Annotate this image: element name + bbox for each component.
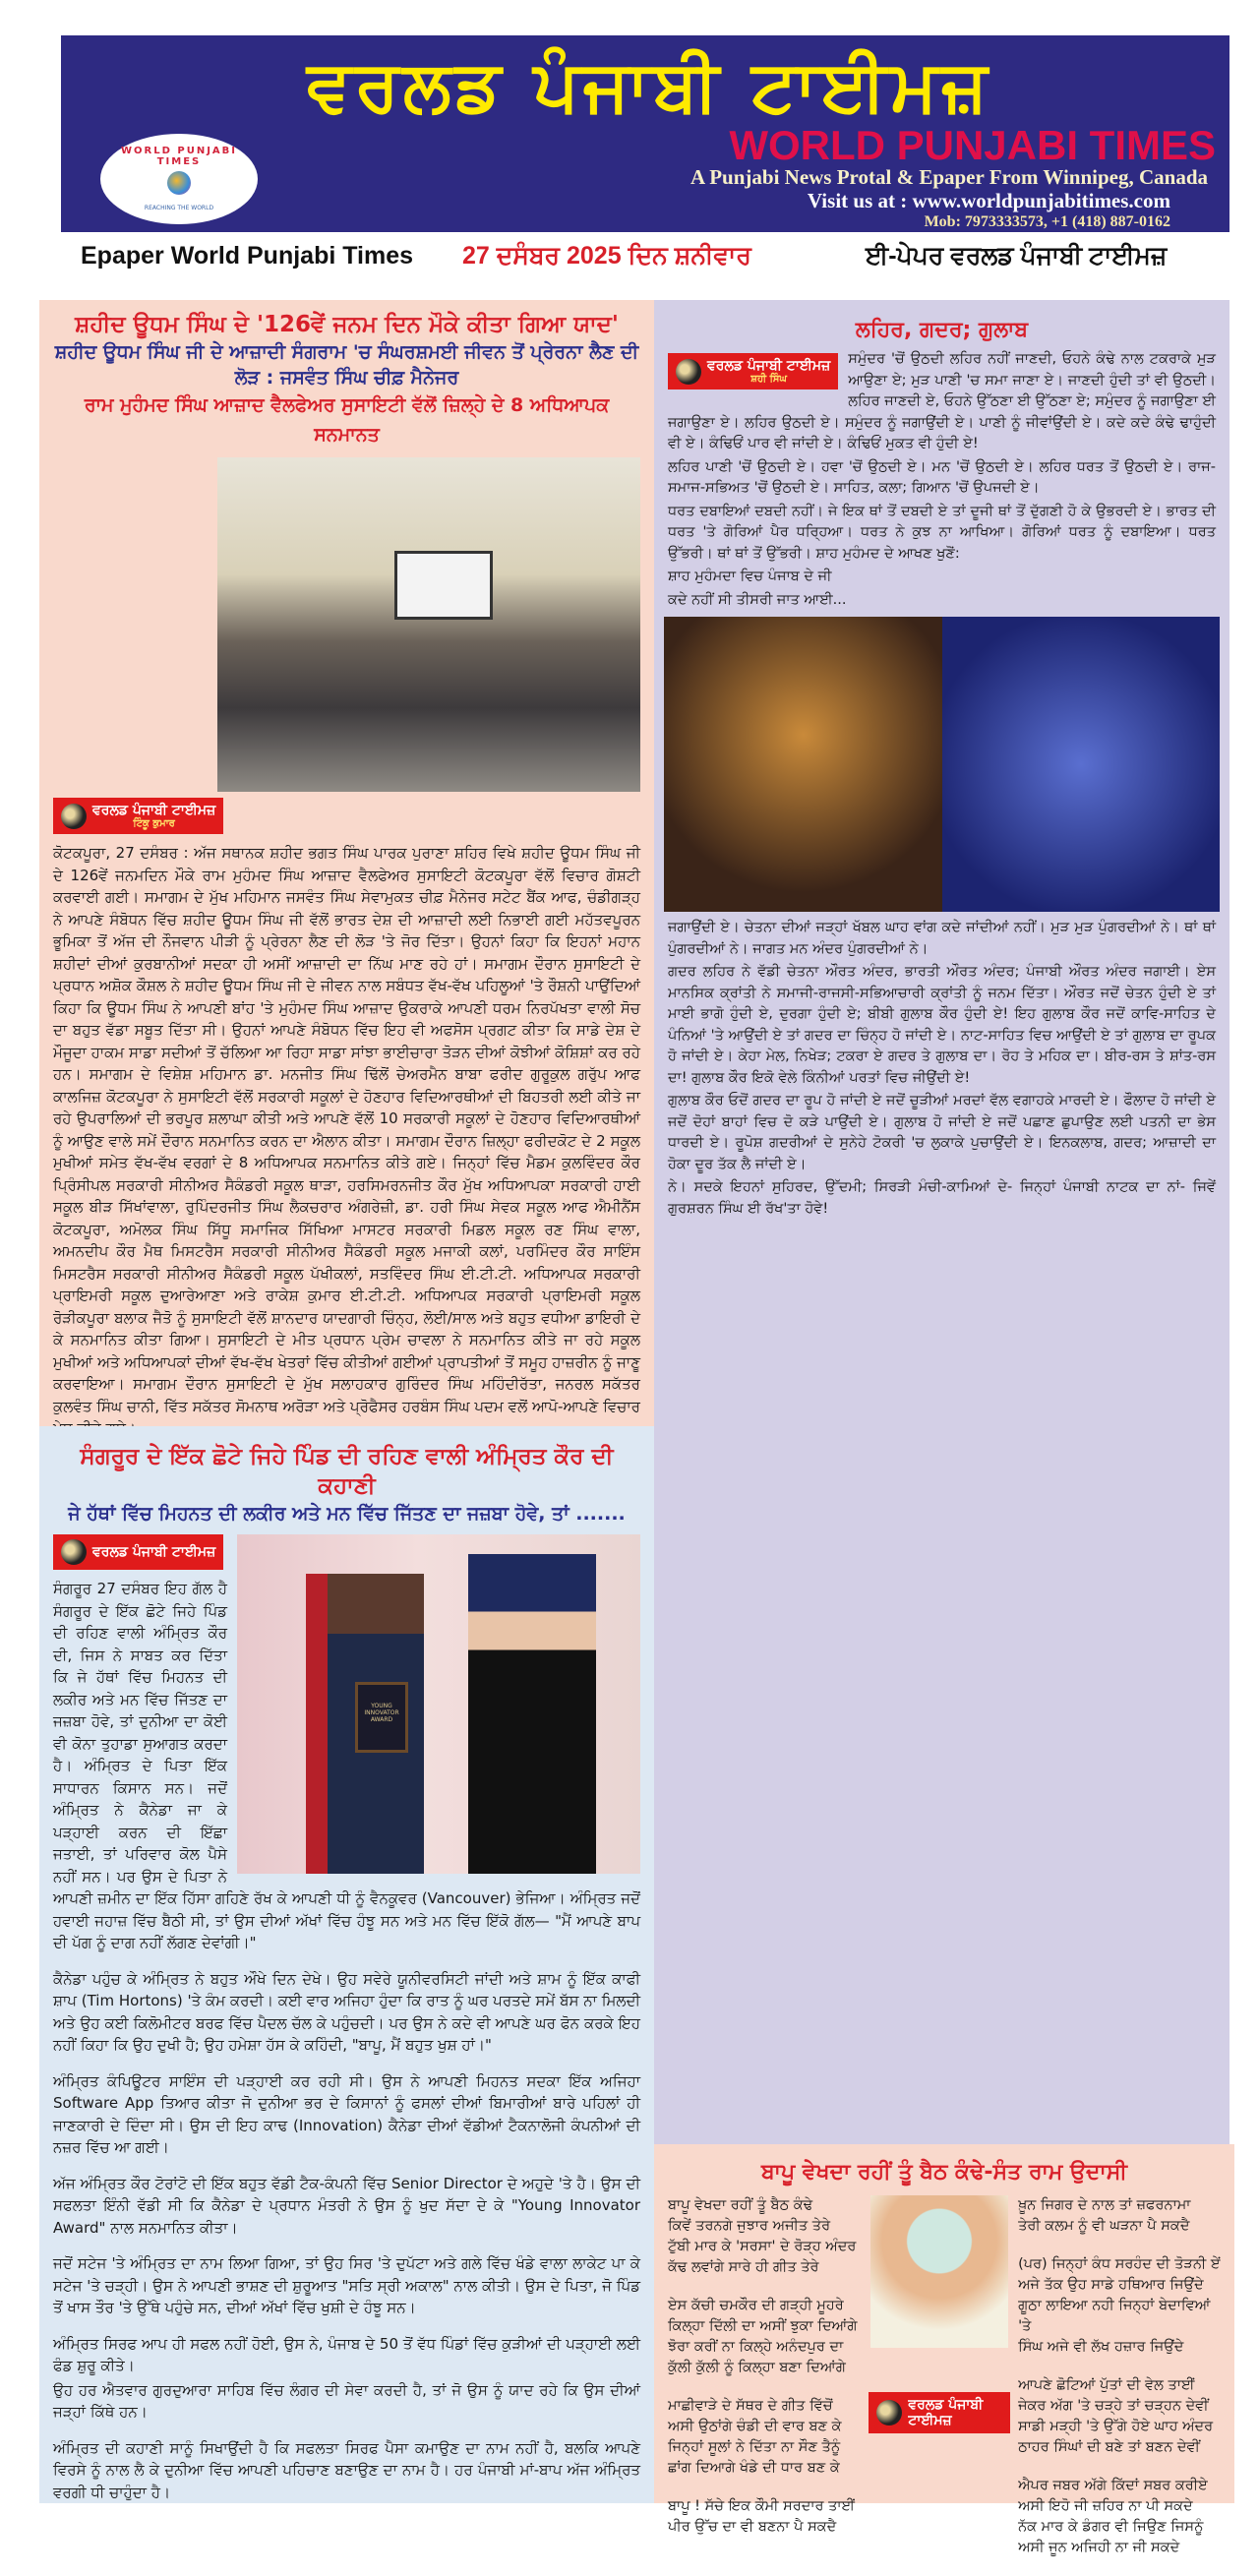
paragraph: ਸਮੁੰਦਰ 'ਚੋਂ ਉਠਦੀ ਲਹਿਰ ਨਹੀਂ ਜਾਣਦੀ, ਓਹਨੇ ਕੰਢੇ ਨਾਲ ਟਕਰਾਕੇ ਮੁੜ ਆਉਣਾ ਏ; ਮੁੜ ਪਾਣੀ 'ਚ ਸਮਾ ਜਾਣਾ ਏ। ਜਾਣਦੀ ਹੁੰਦੀ ਤਾਂ ਵੀ ਉਠਦੀ। ਲਹਿਰ ਜਾਣਦੀ ਏ, ਓਹਨੇ ਉੱਠਣਾ ਈ ਉੱਠਣਾ ਏ; ਸਮੁੰਦਰ ਨੂੰ ਜਗਾਉਣਾ ਈ ਜਗਾਉਣਾ ਏ। ਲਹਿਰ ਉਠਦੀ ਏ। ਸਮੁੰਦਰ ਨੂੰ ਜਗਾਉਂਦੀ ਏ। ਪਾਣੀ ਨੂੰ ਜੀਵਾਂਉਂਦੀ ਏ। ਕਦੇ ਕਦੇ ਕੰਢੇ ਢਾਹੁੰਦੀ ਵੀ ਏ। ਕੰਢਿਓਂ ਪਾਰ ਵੀ ਜਾਂਦੀ ਏ। ਕੰਢਿਓਂ ਮੁਕਤ ਵੀ ਹੁੰਦੀ ਏ!	[668, 351, 1216, 451]
masthead-title-english: WORLD PUNJABI TIMES	[729, 122, 1216, 168]
poem-line: ਜਿਨ੍ਹਾਂ ਸੂਲਾਂ ਨੇ ਦਿੱਤਾ ਨਾ ਸੌਣ ਤੈਨੂੰ	[668, 2439, 841, 2455]
award-photo	[237, 1534, 640, 1874]
poem-stanza	[1018, 2195, 1221, 2237]
paragraph: ਉਹ ਹਰ ਐਤਵਾਰ ਗੁਰਦੁਆਰਾ ਸਾਹਿਬ ਵਿੱਚ ਲੰਗਰ ਦੀ ਸੇਵਾ ਕਰਦੀ ਹੈ, ਤਾਂ ਜੋ ਉਸ ਨੂੰ ਯਾਦ ਰਹੇ ਕਿ ਉਸ ਦੀਆਂ ਜੜ੍ਹਾਂ ਕਿੱਥੇ ਹਨ।	[53, 2380, 640, 2421]
byline: ਟਿੰਕੂ ਕੁਮਾਰ	[133, 818, 175, 829]
poem-line: ਠਾਹਰ ਸਿੰਘਾਂ ਦੀ ਬਣੇ ਤਾਂ ਬਣਨ ਦੇਵੀਂ	[1018, 2439, 1200, 2455]
poem-line: ਛਾਂਗ ਦਿਆਗੇ ਖੰਡੇ ਦੀ ਧਾਰ ਬਣ ਕੇ	[668, 2460, 840, 2476]
poem-stanza	[668, 2496, 861, 2538]
paragraph: ਧਰਤ ਦਬਾਇਆਂ ਦਬਦੀ ਨਹੀਂ। ਜੇ ਇਕ ਥਾਂ ਤੋਂ ਦਬਦੀ ਏ ਤਾਂ ਦੂਜੀ ਥਾਂ ਤੋਂ ਦੁੱਗਣੀ ਹੋ ਕੇ ਉਭਰਦੀ ਏ। ਭਾਰਤ ਦੀ ਧਰਤ 'ਤੇ ਗੋਰਿਆਂ ਪੈਰ ਧਰ੍ਹਿਆ। ਧਰਤ ਨੇ ਕੁਝ ਨਾ ਆਖਿਆ। ਗੋਰਿਆਂ ਧਰਤ ਨੂੰ ਦਬਾਇਆ। ਧਰਤ ਉੱਭਰੀ। ਥਾਂ ਥਾਂ ਤੋਂ ਉੱਭਰੀ। ਸ਼ਾਹ ਮੁਹੰਮਦ ਦੇ ਆਖਣ ਖੁਣੋਂ:	[668, 503, 1216, 562]
globe-icon	[167, 171, 191, 195]
theatre-photo-spinning-wheel	[664, 617, 942, 912]
globe-icon	[61, 804, 87, 829]
poem-stanza	[1018, 2476, 1221, 2558]
poem-line: ਏਸ ਕੱਚੀ ਚਮਕੌਰ ਦੀ ਗੜ੍ਹੀ ਮੂਹਰੇ	[668, 2298, 844, 2313]
poem-column-left	[668, 2195, 861, 2576]
badge-text: ਵਰਲਡ ਪੰਜਾਬੀ ਟਾਈਮਜ਼	[92, 1544, 216, 1560]
verse-line: ਸ਼ਾਹ ਮੁਹੰਮਦਾ ਵਿਚ ਪੰਜਾਬ ਦੇ ਜੀ	[668, 569, 832, 584]
article-amrit-kaur	[39, 1426, 654, 2503]
article-headline: ਲਹਿਰ, ਗਦਰ; ਗੁਲਾਬ	[855, 318, 1029, 342]
poem-line: ਮਾਛੀਵਾੜੇ ਦੇ ਸੱਥਰ ਦੇ ਗੀਤ ਵਿੱਚੋਂ	[668, 2398, 833, 2414]
logo-text: WORLD PUNJABI TIMES	[120, 146, 237, 167]
badge-text: ਵਰਲਡ ਪੰਜਾਬੀ ਟਾਈਮਜ਼	[707, 358, 831, 374]
poem-bapu-vekhda-rahin	[654, 2144, 1234, 2555]
poem-line: ਅਸੀ ਜੂਨ ਅਜਿਹੀ ਨਾ ਜੀ ਸਕਦੇ	[1018, 2540, 1180, 2555]
paragraph: ਜਗਾਉਂਦੀ ਏ। ਚੇਤਨਾ ਦੀਆਂ ਜੜ੍ਹਾਂ ਖੱਬਲ ਘਾਹ ਵਾਂਗ ਕਦੇ ਜਾਂਦੀਆਂ ਨਹੀਂ। ਮੁੜ ਮੁੜ ਪੁੰਗਰਦੀਆਂ ਨੇ। ਥਾਂ ਥਾਂ ਪੁੰਗਰਦੀਆਂ ਨੇ। ਜਾਗਤ ਮਨ ਅੰਦਰ ਪੁੰਗਰਦੀਆਂ ਨੇ।	[668, 920, 1216, 957]
theatre-photo-stage	[942, 617, 1221, 912]
poem-line: ਆਪਣੇ ਛੋਟਿਆਂ ਪੁੱਤਾਂ ਦੀ ਵੇਲ ਤਾਈਂ	[1018, 2377, 1195, 2393]
poem-line: ਜੇਕਰ ਅੱਗ 'ਤੇ ਚੜ੍ਹੇ ਤਾਂ ਚੜ੍ਹਨ ਦੇਵੀਂ	[1018, 2398, 1209, 2414]
article-subheadline: ਜੇ ਹੱਥਾਂ ਵਿੱਚ ਮਿਹਨਤ ਦੀ ਲਕੀਰ ਅਤੇ ਮਨ ਵਿੱਚ ਜਿੱਤਣ ਦਾ ਜਜ਼ਬਾ ਹੋਵੇ, ਤਾਂ .......	[68, 1503, 626, 1525]
masthead-banner	[61, 35, 1229, 232]
group-photo	[217, 457, 640, 792]
byline: ਸ਼ਹੀ ਸਿੰਘ	[750, 374, 787, 385]
poem-stanza	[1018, 2254, 1221, 2358]
poem-line: (ਪਰ) ਜਿਨ੍ਹਾਂ ਕੰਧ ਸਰਹੰਦ ਦੀ ਤੋੜਨੀ ਏਂ	[1018, 2256, 1221, 2272]
banner-in-photo	[394, 551, 493, 620]
poet-portrait	[870, 2195, 1008, 2348]
poem-line: ਸਿੰਘ ਅਜੇ ਵੀ ਲੱਖ ਹਜ਼ਾਰ ਜਿਉਂਦੇ	[1018, 2339, 1184, 2355]
poem-line: ਬਾਪੂ ਵੇਖਦਾ ਰਹੀਂ ਤੂੰ ਬੈਠ ਕੰਢੇ	[668, 2197, 813, 2213]
poem-line: ਨੱਕ ਮਾਰ ਕੇ ਡੰਗਰ ਵੀ ਜਿਉਣ ਜਿਸਨੂੰ	[1018, 2519, 1204, 2535]
logo-subtext: REACHING THE WORLD	[144, 205, 214, 211]
globe-icon	[876, 2400, 902, 2426]
poem-stanza	[668, 2195, 861, 2278]
paragraph: ਸੰਗਰੂਰ 27 ਦਸੰਬਰ ਇਹ ਗੱਲ ਹੈ ਸੰਗਰੂਰ ਦੇ ਇੱਕ ਛੋਟੇ ਜਿਹੇ ਪਿੰਡ ਦੀ ਰਹਿਣ ਵਾਲੀ ਅੰਮ੍ਰਿਤ ਕੌਰ ਦੀ, ਜਿਸ ਨੇ ਸਾਬਤ ਕਰ ਦਿੱਤਾ ਕਿ ਜੇ ਹੱਥਾਂ ਵਿੱਚ ਮਿਹਨਤ ਦੀ ਲਕੀਰ ਅਤੇ ਮਨ ਵਿੱਚ ਜਿੱਤਣ ਦਾ ਜਜ਼ਬਾ ਹੋਵੇ, ਤਾਂ ਦੁਨੀਆ ਦਾ ਕੋਈ ਵੀ ਕੋਨਾ ਤੁਹਾਡਾ ਸੁਆਗਤ ਕਰਦਾ ਹੈ। ਅੰਮ੍ਰਿਤ ਦੇ ਪਿਤਾ ਇੱਕ ਸਾਧਾਰਨ ਕਿਸਾਨ ਸਨ। ਜਦੋਂ ਅੰਮ੍ਰਿਤ ਨੇ ਕੈਨੇਡਾ ਜਾ ਕੇ ਪੜ੍ਹਾਈ ਕਰਨ ਦੀ ਇੱਛਾ ਜਤਾਈ, ਤਾਂ ਪਰਿਵਾਰ ਕੋਲ ਪੈਸੇ ਨਹੀਂ ਸਨ। ਪਰ ਉਸ ਦੇ ਪਿਤਾ ਨੇ ਆਪਣੀ ਜ਼ਮੀਨ ਦਾ ਇੱਕ ਹਿੱਸਾ ਗਹਿਣੇ ਰੱਖ ਕੇ ਆਪਣੀ ਧੀ ਨੂੰ ਵੈਨਕੂਵਰ (Vancouver) ਭੇਜਿਆ। ਅੰਮ੍ਰਿਤ ਜਦੋਂ ਹਵਾਈ ਜਹਾਜ਼ ਵਿੱਚ ਬੈਠੀ ਸੀ, ਤਾਂ ਉਸ ਦੀਆਂ ਅੱਖਾਂ ਵਿੱਚ ਹੰਝੂ ਸਨ ਅਤੇ ਮਨ ਵਿੱਚ ਇੱਕੋ ਗੱਲ— "ਮੈਂ ਆਪਣੇ ਬਾਪ ਦੀ ਪੱਗ ਨੂੰ ਦਾਗ ਨਹੀਂ ਲੱਗਣ ਦੇਵਾਂਗੀ।"	[53, 1580, 640, 1951]
article-lehar-gadar-gulab	[654, 300, 1229, 2144]
paragraph: ਅੰਮ੍ਰਿਤ ਕੰਪਿਊਟਰ ਸਾਇੰਸ ਦੀ ਪੜ੍ਹਾਈ ਕਰ ਰਹੀ ਸੀ। ਉਸ ਨੇ ਆਪਣੀ ਮਿਹਨਤ ਸਦਕਾ ਇੱਕ ਅਜਿਹਾ Software App ਤਿਆਰ ਕੀਤਾ ਜੋ ਦੁਨੀਆ ਭਰ ਦੇ ਕਿਸਾਨਾਂ ਨੂੰ ਫਸਲਾਂ ਦੀਆਂ ਬਿਮਾਰੀਆਂ ਬਾਰੇ ਪਹਿਲਾਂ ਹੀ ਜਾਣਕਾਰੀ ਦੇ ਦਿੰਦਾ ਸੀ। ਉਸ ਦੀ ਇਹ ਕਾਢ (Innovation) ਕੈਨੇਡਾ ਦੀਆਂ ਵੱਡੀਆਂ ਟੈਕਨਾਲੋਜੀ ਕੰਪਨੀਆਂ ਦੀ ਨਜ਼ਰ ਵਿੱਚ ਆ ਗਈ।	[53, 2071, 640, 2156]
paragraph: ਜਦੋਂ ਸਟੇਜ 'ਤੇ ਅੰਮ੍ਰਿਤ ਦਾ ਨਾਮ ਲਿਆ ਗਿਆ, ਤਾਂ ਉਹ ਸਿਰ 'ਤੇ ਦੁਪੱਟਾ ਅਤੇ ਗਲੇ ਵਿੱਚ ਖੰਡੇ ਵਾਲਾ ਲਾਕੇਟ ਪਾ ਕੇ ਸਟੇਜ 'ਤੇ ਚੜ੍ਹੀ। ਉਸ ਨੇ ਆਪਣੀ ਭਾਸ਼ਣ ਦੀ ਸ਼ੁਰੂਆਤ "ਸਤਿ ਸ੍ਰੀ ਅਕਾਲ" ਨਾਲ ਕੀਤੀ। ਉਸ ਦੇ ਪਿਤਾ, ਜੋ ਪਿੰਡ ਤੋਂ ਖਾਸ ਤੌਰ 'ਤੇ ਉੱਥੇ ਪਹੁੰਚੇ ਸਨ, ਦੀਆਂ ਅੱਖਾਂ ਵਿੱਚ ਖੁਸ਼ੀ ਦੇ ਹੰਝੂ ਸਨ।	[53, 2254, 640, 2316]
person-in-photo	[468, 1554, 596, 1874]
poem-stanza	[1018, 2375, 1221, 2458]
poem-title: ਬਾਪੂ ਵੇਖਦਾ ਰਹੀਂ ਤੂੰ ਬੈਠ ਕੰਢੇ-ਸੰਤ ਰਾਮ ਉਦਾਸੀ	[760, 2160, 1128, 2185]
poem-line: ਐਪਰ ਜਬਰ ਅੱਗੇ ਕਿੱਦਾਂ ਸਬਰ ਕਰੀਏ	[1018, 2478, 1208, 2493]
publisher-badge	[53, 798, 223, 834]
poem-line: ਕੱਢ ਲਵਾਂਗੇ ਸਾਰੇ ਹੀ ਗੀਤ ਤੇਰੇ	[668, 2259, 819, 2275]
masthead-tagline: A Punjabi News Protal & Epaper From Winnipeg, Canada	[689, 165, 1208, 189]
paragraph: ਗਦਰ ਲਹਿਰ ਨੇ ਵੱਡੀ ਚੇਤਨਾ ਔਰਤ ਅੰਦਰ, ਭਾਰਤੀ ਔਰਤ ਅੰਦਰ; ਪੰਜਾਬੀ ਔਰਤ ਅੰਦਰ ਜਗਾਈ। ਏਸ ਮਾਨਸਿਕ ਕ੍ਰਾਂਤੀ ਨੇ ਸਮਾਜੀ-ਰਾਜਸੀ-ਸਭਿਆਚਾਰੀ ਕ੍ਰਾਂਤੀ ਨੂੰ ਜਨਮ ਦਿੱਤਾ। ਔਰਤ ਜਦੋਂ ਚੇਤਨ ਹੁੰਦੀ ਏ ਤਾਂ ਮਾਈ ਭਾਗੋ ਹੁੰਦੀ ਏ, ਦੁਰਗਾ ਹੁੰਦੀ ਏ; ਬੀਬੀ ਗੁਲਾਬ ਕੌਰ ਹੁੰਦੀ ਏ! ਇਹ ਗੁਲਾਬ ਕੌਰ ਜਦੋਂ ਕਾਵਿ-ਸਾਹਿਤ ਦੇ ਪੰਨਿਆਂ 'ਤੇ ਆਉਂਦੀ ਏ ਤਾਂ ਗਦਰ ਦਾ ਚਿੰਨ੍ਹ ਹੋ ਜਾਂਦੀ ਏ। ਨਾਟ-ਸਾਹਿਤ ਵਿਚ ਆਉਂਦੀ ਏ ਤਾਂ ਗੁਲਾਬ ਦਾ ਰੂਪਕ ਹੋ ਜਾਂਦੀ ਏ। ਕੇਹਾ ਮੇਲ, ਨਿਖੇੜ; ਟਕਰਾ ਏ ਗਦਰ ਤੇ ਗੁਲਾਬ ਦਾ। ਰੋਹ ਤੇ ਮਹਿਕ ਦਾ। ਬੀਰ-ਰਸ ਤੇ ਸ਼ਾਂਤ-ਰਸ ਦਾ! ਗੁਲਾਬ ਕੌਰ ਇਕੋ ਵੇਲੇ ਕਿੰਨੀਆਂ ਪਰਤਾਂ ਵਿਚ ਜੀਉਂਦੀ ਏ!	[668, 964, 1216, 1086]
globe-icon	[676, 359, 701, 385]
poem-line: ਕਿਲ੍ਹਾ ਦਿੱਲੀ ਦਾ ਅਸੀਂ ਝੁਕਾ ਦਿਆਂਗੇ	[668, 2318, 858, 2334]
epaper-label: Epaper World Punjabi Times	[81, 242, 414, 270]
website-link[interactable]: Visit us at : www.worldpunjabitimes.com	[807, 189, 1170, 212]
poem-column-right	[1018, 2195, 1221, 2576]
paragraph: ਲਹਿਰ ਪਾਣੀ 'ਚੋਂ ਉਠਦੀ ਏ। ਹਵਾ 'ਚੋਂ ਉਠਦੀ ਏ। ਮਨ 'ਚੋਂ ਉਠਦੀ ਏ। ਲਹਿਰ ਧਰਤ ਤੋਂ ਉਠਦੀ ਏ। ਰਾਜ-ਸਮਾਜ-ਸਭਿਅਤ 'ਚੋਂ ਉਠਦੀ ਏ। ਸਾਹਿਤ, ਕਲਾ; ਗਿਆਨ 'ਚੋਂ ਉਪਜਦੀ ਏ।	[668, 458, 1216, 496]
article-udham-singh	[39, 300, 654, 1426]
issue-date: 27 ਦਸੰਬਰ 2025 ਦਿਨ ਸ਼ਨੀਵਾਰ	[462, 242, 751, 270]
poem-line: ਕਿਵੇਂ ਤਰਨਗੇ ਜੁਝਾਰ ਅਜੀਤ ਤੇਰੇ	[668, 2218, 831, 2234]
poem-line: ਟੁੱਬੀ ਮਾਰ ਕੇ 'ਸਰਸਾ' ਦੇ ਰੋੜ੍ਹ ਅੰਦਰ	[668, 2239, 857, 2254]
poem-line: ਪੀਰ ਉੱਚ ਦਾ ਵੀ ਬਣਨਾ ਪੈ ਸਕਦੈ	[668, 2519, 837, 2535]
badge-text: ਵਰਲਡ ਪੰਜਾਬੀ ਟਾਈਮਜ਼	[92, 803, 216, 818]
epaper-label-punjabi: ਈ-ਪੇਪਰ ਵਰਲਡ ਪੰਜਾਬੀ ਟਾਈਮਜ਼	[866, 242, 1168, 270]
poem-line: ਝੋਰਾ ਕਰੀਂ ਨਾ ਕਿਲ੍ਹੇ ਅਨੰਦਪੁਰ ਦਾ	[668, 2339, 844, 2355]
article-body: ਕੋਟਕਪੂਰਾ, 27 ਦਸੰਬਰ : ਅੱਜ ਸਥਾਨਕ ਸ਼ਹੀਦ ਭਗਤ ਸਿੰਘ ਪਾਰਕ ਪੁਰਾਣਾ ਸ਼ਹਿਰ ਵਿਖੇ ਸ਼ਹੀਦ ਊਧਮ ਸਿੰਘ ਜੀ ਦੇ 126ਵੇਂ ਜਨਮਦਿਨ ਮੌਕੇ ਰਾਮ ਮੁਹੰਮਦ ਸਿੰਘ ਆਜ਼ਾਦ ਵੈਲਫੇਅਰ ਸੁਸਾਇਟੀ ਕੋਟਕਪੂਰਾ ਵੱਲੋਂ ਵਿਚਾਰ ਗੋਸ਼ਟੀ ਕਰਵਾਈ ਗਈ। ਸਮਾਗਮ ਦੇ ਮੁੱਖ ਮਹਿਮਾਨ ਜਸਵੰਤ ਸਿੰਘ ਸੇਵਾਮੁਕਤ ਚੀਫ਼ ਮੈਨੇਜਰ ਸਟੇਟ ਬੈਂਕ ਆਫ, ਚੰਡੀਗੜ੍ਹ ਨੇ ਆਪਣੇ ਸੰਬੋਧਨ ਵਿੱਚ ਸ਼ਹੀਦ ਊਧਮ ਸਿੰਘ ਜੀ ਵੱਲੋਂ ਭਾਰਤ ਦੇਸ਼ ਦੀ ਆਜ਼ਾਦੀ ਲਈ ਨਿਭਾਈ ਗਈ ਮਹੱਤਵਪੂਰਨ ਭੂਮਿਕਾ ਤੋਂ ਅੱਜ ਦੀ ਨੌਜਵਾਨ ਪੀੜੀ ਨੂੰ ਪ੍ਰੇਰਨਾ ਲੈਣ ਦੀ ਲੋੜ 'ਤੇ ਜੋਰ ਦਿੱਤਾ। ਉਹਨਾਂ ਕਿਹਾ ਕਿ ਇਹਨਾਂ ਮਹਾਨ ਸ਼ਹੀਦਾਂ ਦੀਆਂ ਕੁਰਬਾਨੀਆਂ ਸਦਕਾ ਹੀ ਅਸੀਂ ਆਜ਼ਾਦੀ ਦਾ ਨਿੱਘ ਮਾਣ ਰਹੇ ਹਾਂ। ਸਮਾਗਮ ਦੌਰਾਨ ਸੁਸਾਇਟੀ ਦੇ ਪ੍ਰਧਾਨ ਅਸ਼ੋਕ ਕੌਸ਼ਲ ਨੇ ਸ਼ਹੀਦ ਊਧਮ ਸਿੰਘ ਜੀ ਦੇ ਜੀਵਨ ਨਾਲ ਸਬੰਧਤ ਵੱਖ-ਵੱਖ ਪਹਿਲੂਆਂ 'ਤੇ ਰੌਸ਼ਨੀ ਪਾਉਂਦਿਆਂ ਕਿਹਾ ਕਿ ਊਧਮ ਸਿੰਘ ਨੇ ਆਪਣੀ ਬਾਂਹ 'ਤੇ ਮੁਹੰਮਦ ਸਿੰਘ ਆਜ਼ਾਦ ਉਕਰਾਕੇ ਆਪਣੀ ਧਰਮ ਨਿਰਪੱਖਤਾ ਵਾਲੀ ਸੋਚ ਦਾ ਬਹੁਤ ਵੱਡਾ ਸਬੂਤ ਦਿੱਤਾ ਸੀ। ਉਹਨਾਂ ਆਪਣੇ ਸੰਬੋਧਨ ਵਿੱਚ ਇਹ ਵੀ ਅਫਸੋਸ ਪ੍ਰਗਟ ਕੀਤਾ ਕਿ ਸਾਡੇ ਦੇਸ਼ ਦੇ ਮੌਜੂਦਾ ਹਾਕਮ ਸਾਡਾ ਸਦੀਆਂ ਤੋਂ ਚੱਲਿਆ ਆ ਰਿਹਾ ਸਾਡਾ ਸਾਂਝਾ ਭਾਈਚਾਰਾ ਤੋੜਨ ਦੀਆਂ ਕੋਝੀਆਂ ਕੋਸ਼ਿਸ਼ਾਂ ਕਰ ਰਹੇ ਹਨ। ਸਮਾਗਮ ਦੇ ਵਿਸ਼ੇਸ਼ ਮਹਿਮਾਨ ਡਾ. ਮਨਜੀਤ ਸਿੰਘ ਢਿੱਲੋਂ ਚੇਅਰਮੈਨ ਬਾਬਾ ਫਰੀਦ ਗੁਰੂਕੁਲ ਗਰੁੱਪ ਆਫ ਕਾਲਜਿਜ਼ ਕੋਟਕਪੂਰਾ ਨੇ ਸੁਸਾਇਟੀ ਵੱਲੋਂ ਸਰਕਾਰੀ ਸਕੂਲਾਂ ਦੇ ਹੋਣਹਾਰ ਵਿਦਿਆਰਥੀਆਂ ਦੀ ਬਿਹਤਰੀ ਲਈ ਕੀਤੇ ਜਾ ਰਹੇ ਉਪਰਾਲਿਆਂ ਦੀ ਭਰਪੂਰ ਸ਼ਲਾਘਾ ਕੀਤੀ ਅਤੇ ਆਪਣੇ ਵੱਲੋਂ 10 ਸਰਕਾਰੀ ਸਕੂਲਾਂ ਦੇ ਹੋਣਹਾਰ ਵਿਦਿਆਰਥੀਆਂ ਨੂੰ ਆਉਣ ਵਾਲੇ ਸਮੇਂ ਦੌਰਾਨ ਸਨਮਾਨਿਤ ਕਰਨ ਦਾ ਐਲਾਨ ਕੀਤਾ। ਸਮਾਗਮ ਦੌਰਾਨ ਜ਼ਿਲ੍ਹਾ ਫਰੀਦਕੋਟ ਦੇ 2 ਸਕੂਲ ਮੁਖੀਆਂ ਸਮੇਤ ਵੱਖ-ਵੱਖ ਵਰਗਾਂ ਦੇ 8 ਅਧਿਆਪਕ ਸਨਮਾਨਿਤ ਕੀਤੇ ਗਏ। ਜਿਨ੍ਹਾਂ ਵਿੱਚ ਮੈਡਮ ਕੁਲਵਿੰਦਰ ਕੌਰ ਪ੍ਰਿੰਸੀਪਲ ਸਰਕਾਰੀ ਸੀਨੀਅਰ ਸੈਕੰਡਰੀ ਸਕੂਲ ਥਾੜਾ, ਹਰਸਿਮਰਨਜੀਤ ਕੌਰ ਮੁੱਖ ਅਧਿਆਪਕਾ ਸਰਕਾਰੀ ਹਾਈ ਸਕੂਲ ਬੀੜ ਸਿੱਖਾਂਵਾਲਾ, ਰੁਪਿੰਦਰਜੀਤ ਸਿੰਘ ਲੈਕਚਰਾਰ ਅੰਗਰੇਜ਼ੀ, ਡਾ. ਹਰੀ ਸਿੰਘ ਸੇਵਕ ਸਕੂਲ ਆਫ ਐਮੀਨੈਂਸ ਕੋਟਕਪੂਰਾ, ਅਮੋਲਕ ਸਿੰਘ ਸਿੱਧੂ ਸਮਾਜਿਕ ਸਿੱਖਿਆ ਮਾਸਟਰ ਸਰਕਾਰੀ ਮਿਡਲ ਸਕੂਲ ਰਣ ਸਿੰਘ ਵਾਲਾ, ਅਮਨਦੀਪ ਕੌਰ ਮੈਥ ਮਿਸਟਰੈਸ ਸਰਕਾਰੀ ਸੀਨੀਅਰ ਸੈਕੰਡਰੀ ਸਕੂਲ ਮਜਾਕੀ ਕਲਾਂ, ਪਰਮਿੰਦਰ ਕੌਰ ਸਾਇੰਸ ਮਿਸਟਰੈਸ ਸਰਕਾਰੀ ਸੀਨੀਅਰ ਸੈਕੰਡਰੀ ਸਕੂਲ ਪੱਖੀਕਲਾਂ, ਸਤਵਿੰਦਰ ਸਿੰਘ ਈ.ਟੀ.ਟੀ. ਅਧਿਆਪਕ ਸਰਕਾਰੀ ਪ੍ਰਾਇਮਰੀ ਸਕੂਲ ਦੁਆਰੇਆਣਾ ਅਤੇ ਰਾਕੇਸ਼ ਕੁਮਾਰ ਈ.ਟੀ.ਟੀ. ਅਧਿਆਪਕ ਸਰਕਾਰੀ ਪ੍ਰਾਇਮਰੀ ਸਕੂਲ ਰੋੜੀਕਪੂਰਾ ਬਲਾਕ ਜੈਤੋ ਨੂੰ ਸੁਸਾਇਟੀ ਵੱਲੋਂ ਸ਼ਾਨਦਾਰ ਯਾਦਗਾਰੀ ਚਿੰਨ੍ਹ, ਲੋਈ/ਸਾਲ ਅਤੇ ਬਹੁਤ ਵਧੀਆ ਡਾਇਰੀ ਦੇ ਕੇ ਸਨਮਾਨਿਤ ਕੀਤਾ ਗਿਆ। ਸੁਸਾਇਟੀ ਦੇ ਮੀਤ ਪ੍ਰਧਾਨ ਪ੍ਰੇਮ ਚਾਵਲਾ ਨੇ ਸਨਮਾਨਿਤ ਕੀਤੇ ਜਾ ਰਹੇ ਸਕੂਲ ਮੁਖੀਆਂ ਅਤੇ ਅਧਿਆਪਕਾਂ ਦੀਆਂ ਵੱਖ-ਵੱਖ ਖੇਤਰਾਂ ਵਿੱਚ ਕੀਤੀਆਂ ਗਈਆਂ ਪ੍ਰਾਪਤੀਆਂ ਤੋਂ ਸਮੂਹ ਹਾਜ਼ਰੀਨ ਨੂੰ ਜਾਣੂ ਕਰਵਾਇਆ। ਸਮਾਗਮ ਦੌਰਾਨ ਸੁਸਾਇਟੀ ਦੇ ਮੁੱਖ ਸਲਾਹਕਾਰ ਗੁਰਿੰਦਰ ਸਿੰਘ ਮਹਿੰਦੀਰੱਤਾ, ਜਨਰਲ ਸਕੱਤਰ ਕੁਲਵੰਤ ਸਿੰਘ ਚਾਨੀ, ਵਿੱਤ ਸਕੱਤਰ ਸੋਮਨਾਥ ਅਰੋੜਾ ਅਤੇ ਪ੍ਰੋਫੈਸਰ ਹਰਬੰਸ ਸਿੰਘ ਪਦਮ ਵਲੋਂ ਆਪੋ-ਆਪਣੇ ਵਿਚਾਰ	[53, 844, 640, 1415]
masthead-title-punjabi: ਵਰਲਡ ਪੰਜਾਬੀ ਟਾਈਮਜ਼	[307, 44, 991, 127]
poem-stanza	[668, 2396, 861, 2479]
award-plaque: YOUNG INNOVATOR AWARD	[355, 1682, 408, 1753]
poem-line: ਅਜੇ ਤੱਕ ਉਹ ਸਾਡੇ ਹਥਿਆਰ ਜਿਉਂਦੇ	[1018, 2277, 1204, 2293]
article-headline: ਸ਼ਹੀਦ ਊਧਮ ਸਿੰਘ ਦੇ '126ਵੇਂ ਜਨਮ ਦਿਨ ਮੌਕੇ ਕੀਤਾ ਗਿਆ ਯਾਦ'	[75, 312, 619, 337]
article-headline: ਸੰਗਰੂਰ ਦੇ ਇੱਕ ਛੋਟੇ ਜਿਹੇ ਪਿੰਡ ਦੀ ਰਹਿਣ ਵਾਲੀ ਅੰਮ੍ਰਿਤ ਕੌਰ ਦੀ ਕਹਾਣੀ	[80, 1444, 614, 1499]
poem-line: ਤੇਰੀ ਕਲਮ ਨੂੰ ਵੀ ਘੜਨਾ ਪੈ ਸਕਦੈ	[1018, 2218, 1190, 2234]
poem-line: ਬਾਪੂ ! ਸੱਚੇ ਇਕ ਕੌਮੀ ਸਰਦਾਰ ਤਾਈਂ	[668, 2498, 855, 2514]
globe-icon	[61, 1539, 87, 1565]
poem-line: ਸਾਡੀ ਮੜ੍ਹੀ 'ਤੇ ਉੱਗੇ ਹੋਏ ਘਾਹ ਅੰਦਰ	[1018, 2419, 1214, 2434]
paragraph: ਕੈਨੇਡਾ ਪਹੁੰਚ ਕੇ ਅੰਮ੍ਰਿਤ ਨੇ ਬਹੁਤ ਔਖੇ ਦਿਨ ਦੇਖੇ। ਉਹ ਸਵੇਰੇ ਯੂਨੀਵਰਸਿਟੀ ਜਾਂਦੀ ਅਤੇ ਸ਼ਾਮ ਨੂੰ ਇੱਕ ਕਾਫੀ ਸ਼ਾਪ (Tim Hortons) 'ਤੇ ਕੰਮ ਕਰਦੀ। ਕਈ ਵਾਰ ਅਜਿਹਾ ਹੁੰਦਾ ਕਿ ਰਾਤ ਨੂੰ ਘਰ ਪਰਤਦੇ ਸਮੇਂ ਬੱਸ ਨਾ ਮਿਲਦੀ ਅਤੇ ਉਹ ਕਈ ਕਿਲੋਮੀਟਰ ਬਰਫ ਵਿੱਚ ਪੈਦਲ ਚੱਲ ਕੇ ਪਹੁੰਚਦੀ। ਪਰ ਉਸ ਨੇ ਕਦੇ ਵੀ ਆਪਣੇ ਘਰ ਫੋਨ ਕਰਕੇ ਇਹ ਨਹੀਂ ਕਿਹਾ ਕਿ ਉਹ ਦੁਖੀ ਹੈ; ਉਹ ਹਮੇਸ਼ਾ ਹੱਸ ਕੇ ਕਹਿੰਦੀ, "ਬਾਪੂ, ਮੈਂ ਬਹੁਤ ਖੁਸ਼ ਹਾਂ।"	[53, 1969, 640, 2054]
article-subheadline: ਸ਼ਹੀਦ ਊਧਮ ਸਿੰਘ ਜੀ ਦੇ ਆਜ਼ਾਦੀ ਸੰਗਰਾਮ 'ਚ ਸੰਘਰਸ਼ਮਈ ਜੀਵਨ ਤੋਂ ਪ੍ਰੇਰਨਾ ਲੈਣ ਦੀ ਲੋੜ : ਜਸਵੰਤ ਸਿੰਘ ਚੀਫ਼ ਮੈਨੇਜਰ	[54, 341, 639, 389]
publisher-badge	[668, 353, 838, 389]
publisher-badge	[869, 2392, 1010, 2433]
paragraph: ਅੰਮ੍ਰਿਤ ਦੀ ਕਹਾਣੀ ਸਾਨੂੰ ਸਿਖਾਉਂਦੀ ਹੈ ਕਿ ਸਫਲਤਾ ਸਿਰਫ ਪੈਸਾ ਕਮਾਉਣ ਦਾ ਨਾਮ ਨਹੀਂ ਹੈ, ਬਲਕਿ ਆਪਣੇ ਵਿਰਸੇ ਨੂੰ ਨਾਲ ਲੈ ਕੇ ਦੁਨੀਆ ਵਿੱਚ ਆਪਣੀ ਪਹਿਚਾਣ ਬਣਾਉਣ ਦਾ ਨਾਮ ਹੈ। ਹਰ ਪੰਜਾਬੀ ਮਾਂ-ਬਾਪ ਅੱਜ ਅੰਮ੍ਰਿਤ ਵਰਗੀ ਧੀ ਚਾਹੁੰਦਾ ਹੈ।	[53, 2438, 640, 2501]
poem-line: ਗੂਠਾ ਲਾਇਆ ਨਹੀ ਜਿਨ੍ਹਾਂ ਬੇਦਾਵਿਆਂ 'ਤੇ	[1018, 2298, 1211, 2334]
poem-stanza	[668, 2296, 861, 2378]
theatre-photos	[664, 617, 1220, 912]
paragraph: ਨੇ। ਸਦਕੇ ਇਹਨਾਂ ਸੁਹਿਰਦ, ਉੱਦਮੀ; ਸਿਰੜੀ ਮੰਚੀ-ਕਾਮਿਆਂ ਦੇ- ਜਿਨ੍ਹਾਂ ਪੰਜਾਬੀ ਨਾਟਕ ਦਾ ਨਾਂ- ਜਿਵੇਂ ਗੁਰਸ਼ਰਨ ਸਿੰਘ ਈ ਰੱਖ'ਤਾ ਹੋਵੇ!	[668, 1179, 1216, 1217]
poem-line: ਅਸੀ ਇਹੋ ਜੀ ਜ਼ਹਿਰ ਨਾ ਪੀ ਸਕਦੇ	[1018, 2498, 1193, 2514]
poem-line: ਅਸੀ ਉਠਾਂਗੇ ਚੰਡੀ ਦੀ ਵਾਰ ਬਣ ਕੇ	[668, 2419, 842, 2434]
newspaper-logo	[100, 134, 258, 224]
article-body-continued	[668, 918, 1216, 1220]
publisher-badge	[53, 1534, 223, 1570]
poem-line: ਖ਼ੂਨ ਜਿਗਰ ਦੇ ਨਾਲ ਤਾਂ ਜ਼ਫਰਨਾਮਾ	[1018, 2197, 1191, 2213]
badge-text: ਵਰਲਡ ਪੰਜਾਬੀ ਟਾਈਮਜ਼	[908, 2397, 984, 2428]
paragraph: ਅੱਜ ਅੰਮ੍ਰਿਤ ਕੌਰ ਟੋਰਾਂਟੋ ਦੀ ਇੱਕ ਬਹੁਤ ਵੱਡੀ ਟੈਕ-ਕੰਪਨੀ ਵਿੱਚ Senior Director ਦੇ ਅਹੁਦੇ 'ਤੇ ਹੈ। ਉਸ ਦੀ ਸਫਲਤਾ ਇੰਨੀ ਵੱਡੀ ਸੀ ਕਿ ਕੈਨੇਡਾ ਦੇ ਪ੍ਰਧਾਨ ਮੰਤਰੀ ਨੇ ਉਸ ਨੂੰ ਖੁਦ ਸੱਦਾ ਦੇ ਕੇ "Young Innovator Award" ਨਾਲ ਸਨਮਾਨਿਤ ਕੀਤਾ।	[53, 2174, 640, 2237]
paragraph: ਅੰਮ੍ਰਿਤ ਸਿਰਫ ਆਪ ਹੀ ਸਫਲ ਨਹੀਂ ਹੋਈ, ਉਸ ਨੇ, ਪੰਜਾਬ ਦੇ 50 ਤੋਂ ਵੱਧ ਪਿੰਡਾਂ ਵਿੱਚ ਕੁੜੀਆਂ ਦੀ ਪੜ੍ਹਾਈ ਲਈ ਫੰਡ ਸ਼ੁਰੂ ਕੀਤੇ।	[53, 2334, 640, 2374]
poem-line: ਕੁੱਲੀ ਕੁੱਲੀ ਨੂੰ ਕਿਲ੍ਹਾ ਬਣਾ ਦਿਆਂਗੇ	[668, 2360, 846, 2375]
paragraph: ਗੁਲਾਬ ਕੌਰ ਓਦੋਂ ਗਦਰ ਦਾ ਰੂਪ ਹੋ ਜਾਂਦੀ ਏ ਜਦੋਂ ਚੂੜੀਆਂ ਮਰਦਾਂ ਵੱਲ ਵਗਾਹਕੇ ਮਾਰਦੀ ਏ। ਫੌਲਾਦ ਹੋ ਜਾਂਦੀ ਏ ਜਦੋਂ ਦੋਹਾਂ ਬਾਹਾਂ ਵਿਚ ਦੋ ਕੜੇ ਪਾਉਂਦੀ ਏ। ਗੁਲਾਬ ਹੋ ਜਾਂਦੀ ਏ ਜਦੋਂ ਪਛਾਣ ਛੁਪਾਉਣ ਲਈ ਪਤਨੀ ਦਾ ਭੇਸ ਧਾਰਦੀ ਏ। ਰੂਪੋਸ਼ ਗਦਰੀਆਂ ਦੇ ਸੁਨੇਹੇ ਟੋਕਰੀ 'ਚ ਲੁਕਾਕੇ ਪੁਚਾਉਂਦੀ ਏ। ਇਨਕਲਾਬ, ਗਦਰ; ਆਜ਼ਾਦੀ ਦਾ ਹੋਕਾ ਦੂਰ ਤੱਕ ਲੈ ਜਾਂਦੀ ਏ।	[668, 1093, 1216, 1172]
dateline-bar	[0, 236, 1259, 275]
verse-line: ਕਦੇ ਨਹੀਂ ਸੀ ਤੀਸਰੀ ਜਾਤ ਆਈ...	[668, 591, 847, 608]
contact-phone: Mob: 7973333573, +1 (418) 887-0162	[924, 213, 1170, 230]
article-subheadline-2: ਰਾਮ ਮੁਹੰਮਦ ਸਿੰਘ ਆਜ਼ਾਦ ਵੈਲਫੇਅਰ ਸੁਸਾਇਟੀ ਵੱਲੋਂ ਜ਼ਿਲ੍ਹੇ ਦੇ 8 ਅਧਿਆਪਕ ਸਨਮਾਨਤ	[84, 394, 610, 446]
